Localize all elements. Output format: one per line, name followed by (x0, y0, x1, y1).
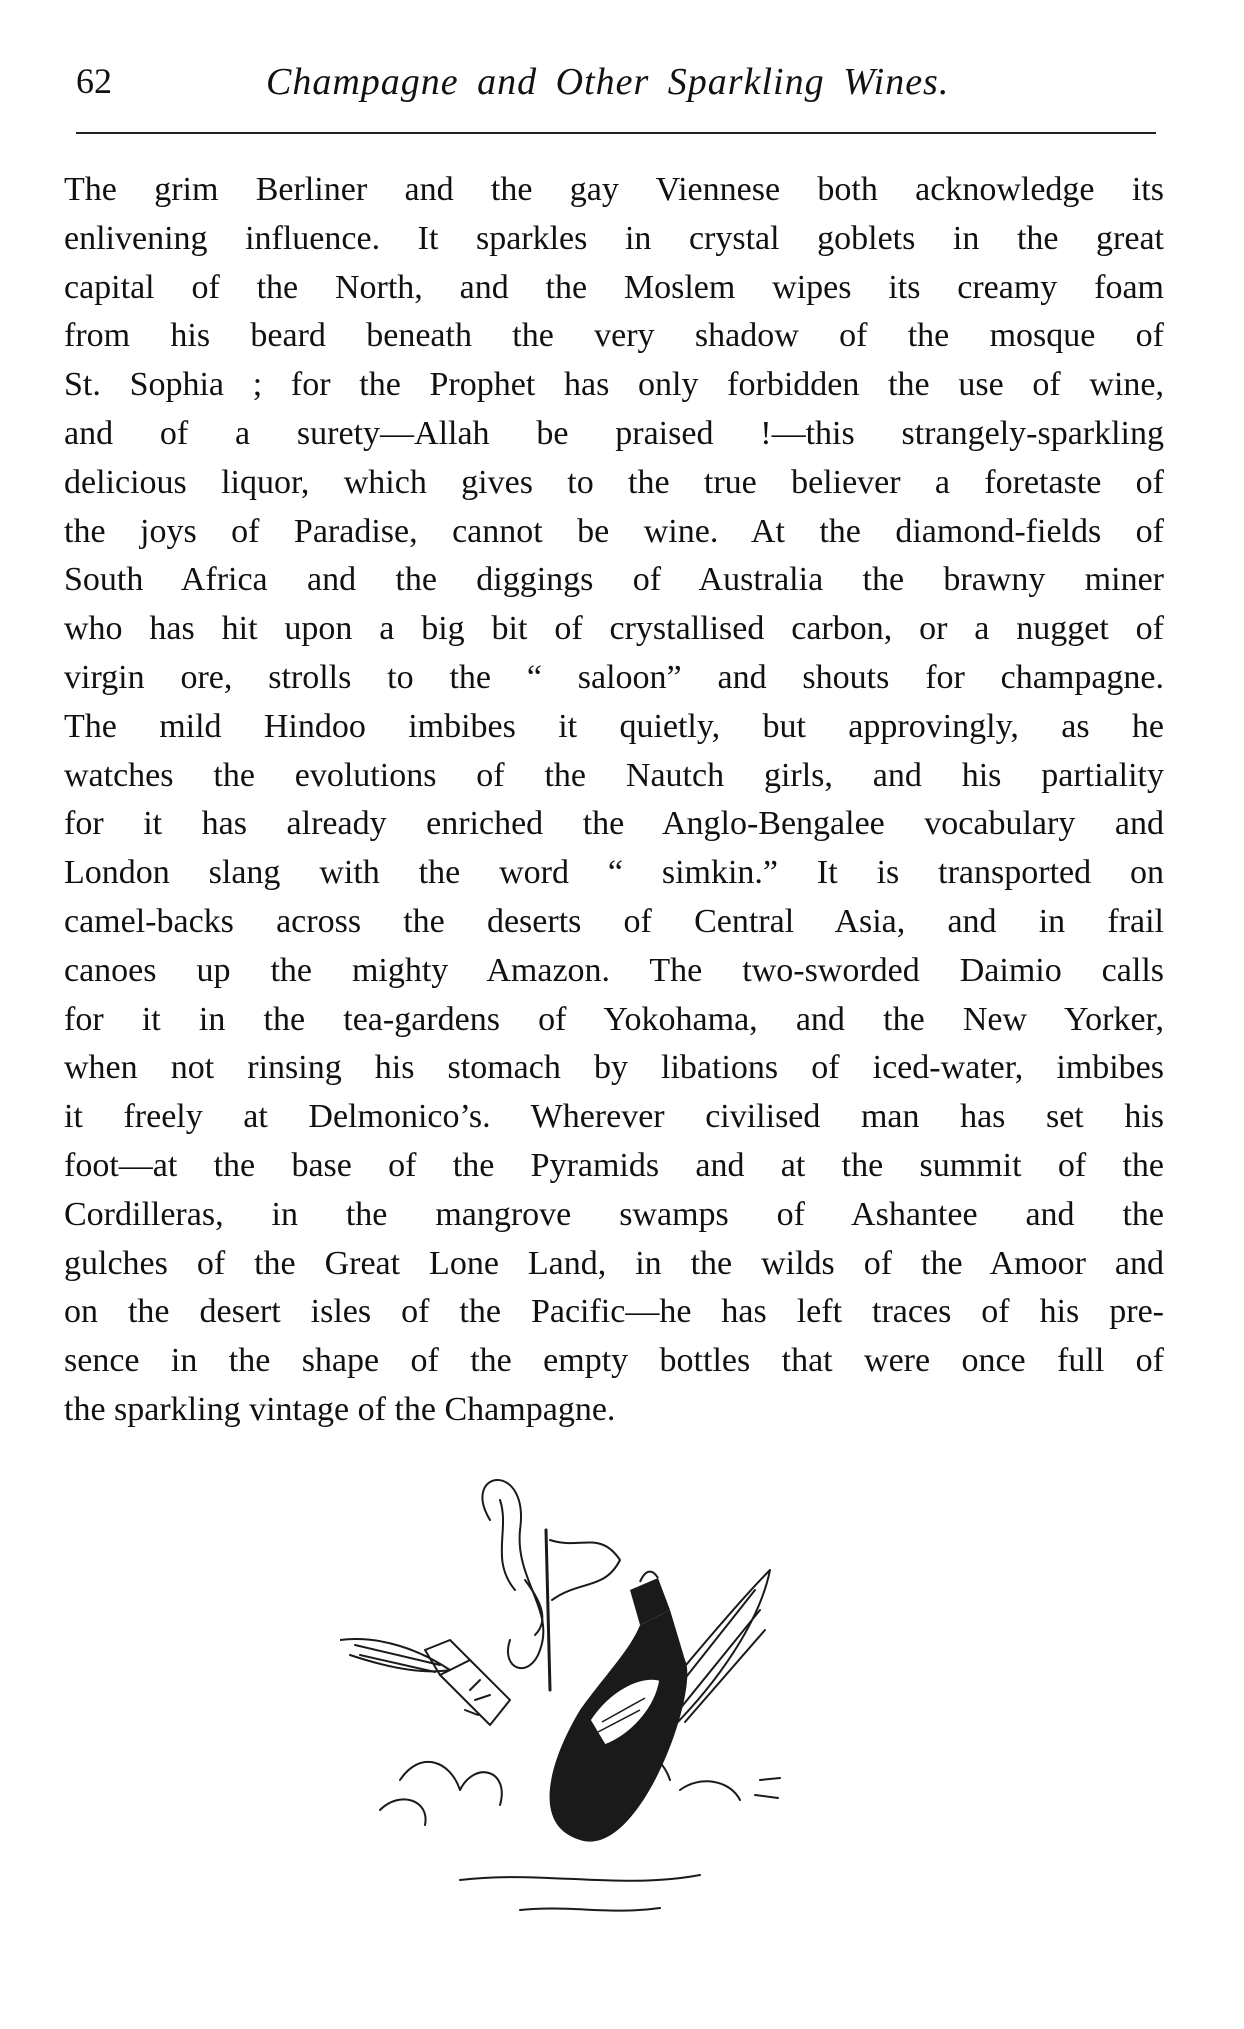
text-line: from his beard beneath the very shadow of the mosque of (64, 317, 1164, 355)
text-line: camel-backs across the deserts of Central Asia, and in frail (64, 902, 1164, 940)
header-rule (76, 132, 1156, 134)
text-line: the joys of Paradise, cannot be wine. At the diamond-fields of (64, 512, 1164, 550)
ground-line (520, 1908, 660, 1911)
right-flourish-detail (685, 1630, 765, 1722)
running-head (76, 60, 1156, 120)
text-line: South Africa and the diggings of Australia the brawny miner (64, 561, 1164, 599)
flag (550, 1540, 620, 1600)
ground-line (460, 1875, 700, 1881)
text-line: capital of the North, and the Moslem wipes its creamy foam (64, 268, 1164, 306)
text-line: The grim Berliner and the gay Viennese both acknowledge its (64, 171, 1164, 208)
text-line: for it has already enriched the Anglo-Bengalee vocabulary and (64, 805, 1164, 843)
text-line: canoes up the mighty Amazon. The two-sworded Daimio calls (64, 951, 1164, 989)
text-line: London slang with the word “ simkin.” It is transported on (64, 854, 1164, 892)
spark (465, 1680, 490, 1715)
text-line: foot—at the base of the Pyramids and at the summit of the (64, 1146, 1164, 1184)
text-line: Cordilleras, in the mangrove swamps of Ashantee and the (64, 1195, 1164, 1233)
text-line: The mild Hindoo imbibes it quietly, but approvingly, as he (64, 707, 1164, 745)
left-flourish (482, 1480, 543, 1668)
text-line: it freely at Delmonico’s. Wherever civilised man has set his (64, 1098, 1164, 1136)
text-line: who has hit upon a big bit of crystallised carbon, or a nugget of (64, 610, 1164, 648)
left-flourish-detail (500, 1500, 515, 1590)
text-line: when not rinsing his stomach by libations of iced-water, imbibes (64, 1049, 1164, 1087)
text-line: St. Sophia ; for the Prophet has only forbidden the use of wine, (64, 366, 1164, 404)
body-text (64, 166, 1164, 1435)
text-line: for it in the tea-gardens of Yokohama, and the New Yorker, (64, 1000, 1164, 1038)
text-line: sence in the shape of the empty bottles that were once full of (64, 1342, 1164, 1380)
champagne-bottle-illustration (340, 1460, 860, 1940)
foam (380, 1799, 426, 1825)
flag-pole (546, 1530, 550, 1690)
text-line: and of a surety—Allah be praised !—this strangely-sparkling (64, 414, 1164, 452)
main-bottle (550, 1572, 688, 1842)
foam (400, 1762, 502, 1805)
text-line: watches the evolutions of the Nautch girls, and his partiality (64, 756, 1164, 794)
text-line: the sparkling vintage of the Champagne. (64, 1390, 616, 1428)
text-line: virgin ore, strolls to the “ saloon” and shouts for champagne. (64, 658, 1164, 696)
text-line: on the desert isles of the Pacific—he has left traces of his pre- (64, 1293, 1164, 1331)
spark (755, 1778, 780, 1798)
left-wing-detail (360, 1655, 435, 1672)
small-bottle (440, 1660, 510, 1725)
page-number: 62 (76, 61, 112, 101)
left-flourish-detail (525, 1580, 542, 1635)
text-line: gulches of the Great Lone Land, in the wilds of the Amoor and (64, 1244, 1164, 1282)
text-line: enlivening influence. It sparkles in crystal goblets in the great (64, 219, 1164, 257)
running-title: Champagne and Other Sparkling Wines. (266, 61, 950, 103)
foam (680, 1781, 740, 1800)
text-line: delicious liquor, which gives to the true believer a foretaste of (64, 463, 1164, 501)
